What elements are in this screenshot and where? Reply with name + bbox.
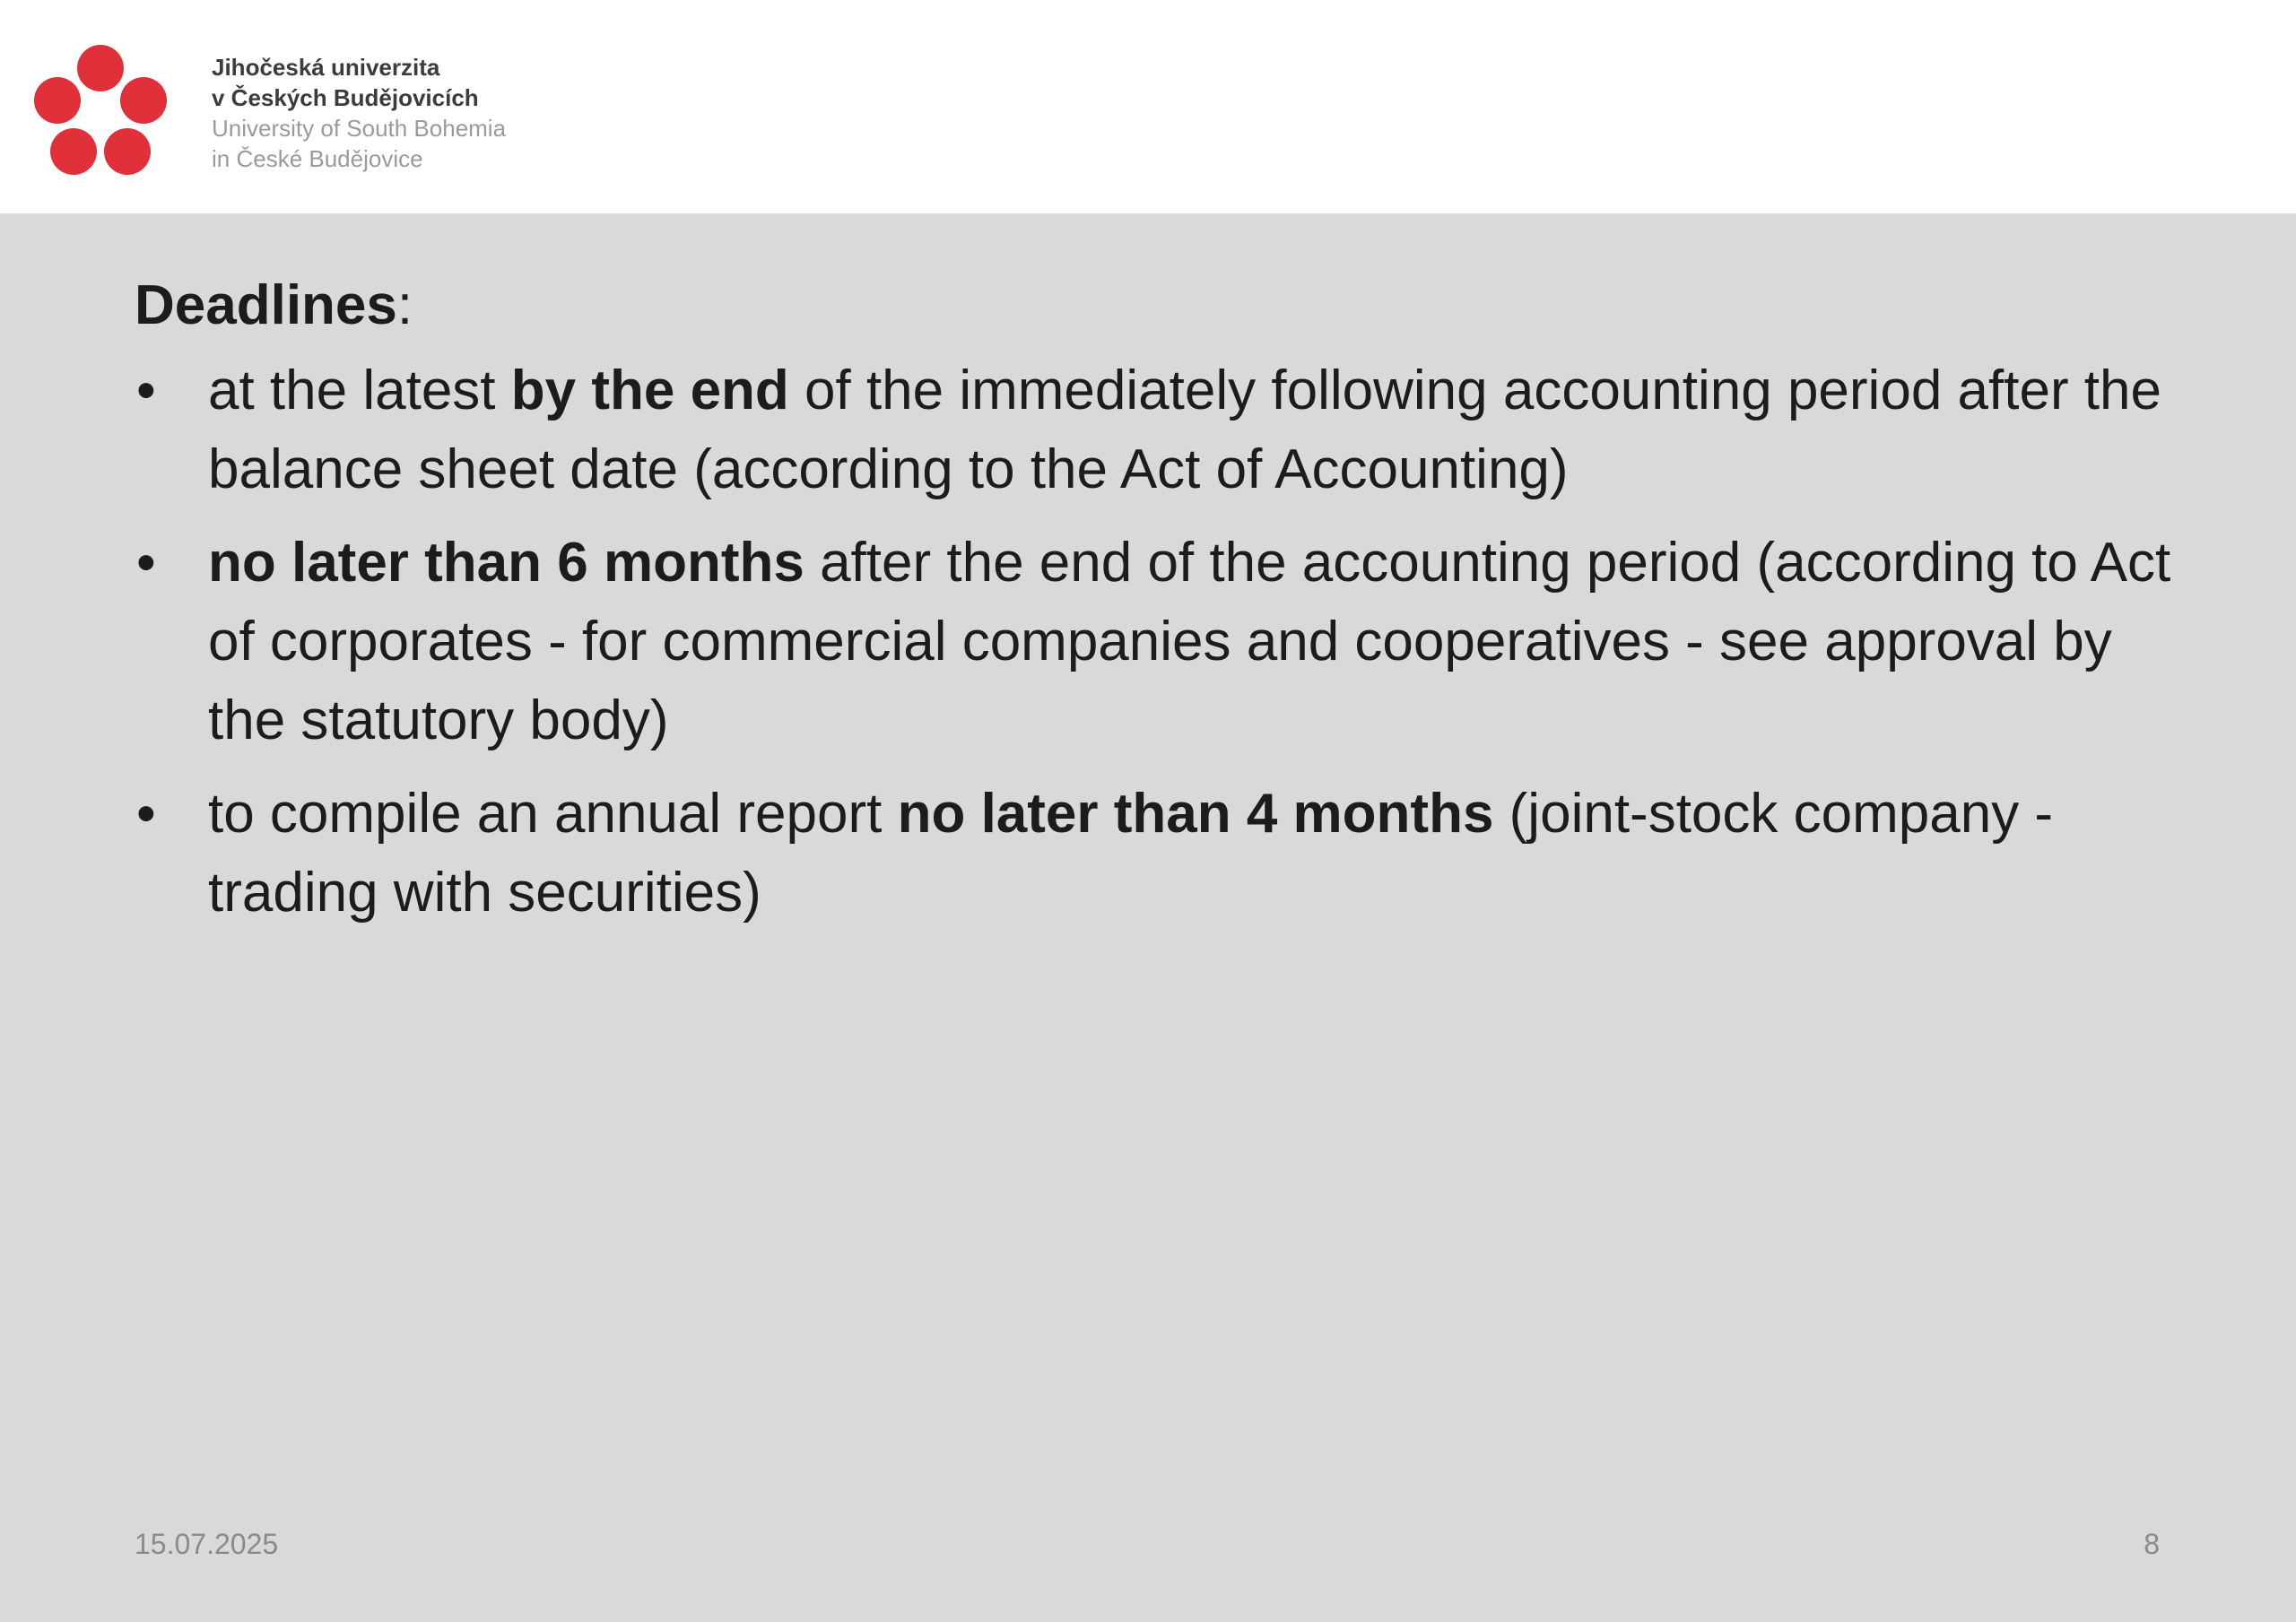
bullet-text: after the end of the accounting period (according to Act of corporates - for commercial companies and cooperatives - see approval by the statutory body)	[208, 532, 2171, 751]
bullet-text: of the immediately following accounting period after the balance sheet date (according to the Act of Accounting)	[208, 360, 2161, 500]
heading-text: Deadlines	[135, 274, 397, 336]
slide-content	[135, 265, 2179, 947]
university-name-cz-line-2: v Českých Budějovicích	[212, 84, 479, 111]
bullet-bold-text: by the end	[510, 360, 789, 421]
bullet-bold-text: no later than 4 months	[897, 783, 1494, 845]
footer-date: 15.07.2025	[135, 1528, 279, 1560]
page-number: 8	[2144, 1528, 2160, 1560]
bullet-item	[135, 524, 2179, 760]
bullet-icon: •	[136, 360, 156, 421]
slide-header	[0, 0, 2296, 213]
university-name-en-line-2: in České Budějovice	[212, 145, 423, 172]
bullet-item	[135, 351, 2179, 509]
university-name	[212, 52, 506, 174]
bullet-list	[135, 351, 2179, 932]
university-name-cz-line-1: Jihočeská univerzita	[212, 54, 440, 81]
bullet-text: (joint-stock company - trading with securities)	[208, 783, 2054, 924]
bullet-text: at the latest	[208, 360, 511, 421]
heading-suffix: :	[396, 274, 413, 336]
university-logo-icon	[27, 38, 179, 190]
bullet-icon: •	[136, 783, 156, 845]
bullet-text: to compile an annual report	[208, 783, 898, 845]
bullet-item	[135, 775, 2179, 932]
university-name-en-line-1: University of South Bohemia	[212, 115, 507, 142]
bullet-icon: •	[136, 532, 156, 594]
slide-heading	[135, 265, 2179, 346]
bullet-bold-text: no later than 6 months	[208, 532, 804, 594]
